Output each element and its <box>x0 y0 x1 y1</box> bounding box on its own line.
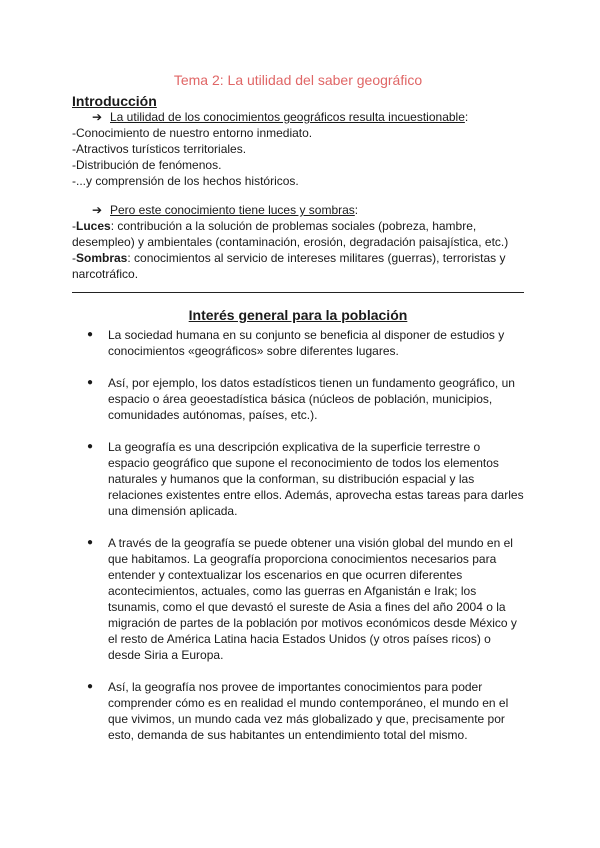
intro-arrow-text-2: Pero este conocimiento tiene luces y sombras <box>110 203 355 217</box>
luces-label: Luces <box>76 219 111 233</box>
bullet-text: La sociedad humana en su conjunto se beneficia al disponer de estudios y conocimientos «geográficos» sobre diferentes lugares. <box>108 328 505 358</box>
bullet-dot-icon: ● <box>87 329 94 340</box>
sombras-text: : conocimientos al servicio de intereses militares (guerras), terroristas y narcotráfico. <box>72 251 506 281</box>
sombras-label: Sombras <box>76 251 128 265</box>
intro-arrow-line-1 <box>72 110 524 125</box>
bullet-text: La geografía es una descripción explicativa de la superficie terrestre o espacio geográfico que supone el reconocimiento de todos los elementos naturales y humanos que la conforman, su distribución espacial y las relaciones existentes entre ellos. Además, aprovecha estas tareas para darles una dimensión aplicada. <box>108 440 524 518</box>
intro-arrow-suffix-1: : <box>464 110 469 124</box>
page-title: Tema 2: La utilidad del saber geográfico <box>173 72 423 88</box>
list-item <box>72 375 524 423</box>
bullet-dot-icon: ● <box>87 681 94 692</box>
intro-line: -Atractivos turísticos territoriales. <box>72 142 247 156</box>
intro-line: -Conocimiento de nuestro entorno inmediato. <box>72 126 313 140</box>
bullet-text: A través de la geografía se puede obtener una visión global del mundo en el que habitamos. La geografía proporciona conocimientos necesarios para entender y contextualizar los escenarios en que ocurren diferentes acontecimientos, actuales, como las guerras en Afganistán e Irak; los tsunamis, como el que devastó el sureste de Asia a fines del año 2004 o la migración de partes de la población por motivos económicos desde México y el resto de América Latina hacia Estados Unidos (y otros países ricos) o desde Siria a Europa. <box>108 536 517 662</box>
intro-arrow-line-2 <box>72 203 524 218</box>
luces-paragraph: -Luces: contribución a la solución de problemas sociales (pobreza, hambre, desempleo) y ambientales (contaminación, erosión, degradación paisajística, etc.) <box>72 219 509 249</box>
spacer <box>72 189 524 203</box>
list-item <box>72 679 524 743</box>
interest-heading: Interés general para la población <box>188 307 408 323</box>
bullet-dot-icon: ● <box>87 441 94 452</box>
horizontal-divider <box>72 292 524 293</box>
sombras-paragraph: -Sombras: conocimientos al servicio de intereses militares (guerras), terroristas y narcotráfico. <box>72 251 506 281</box>
intro-heading: Introducción <box>72 93 157 109</box>
luces-text: : contribución a la solución de problemas sociales (pobreza, hambre, desempleo) y ambientales (contaminación, erosión, degradación paisajística, etc.) <box>72 219 509 249</box>
intro-line: -Distribución de fenómenos. <box>72 158 222 172</box>
list-item <box>72 327 524 359</box>
list-item <box>72 535 524 663</box>
arrow-right-icon: ➔ <box>92 110 103 124</box>
list-item <box>72 439 524 519</box>
intro-arrow-text-1: La utilidad de los conocimientos geográficos resulta incuestionable <box>110 110 465 124</box>
intro-line: -...y comprensión de los hechos históricos. <box>72 174 299 188</box>
interest-bullet-list <box>72 327 524 743</box>
bullet-dot-icon: ● <box>87 537 94 548</box>
bullet-text: Así, la geografía nos provee de importantes conocimientos para poder comprender cómo es en realidad el mundo contemporáneo, el mundo en el que vivimos, un mundo cada vez más globalizado y que, precisamente por esto, demanda de sus habitantes un entendimiento total del mismo. <box>108 680 509 742</box>
document-page <box>72 72 524 759</box>
intro-arrow-suffix-2: : <box>354 203 359 217</box>
bullet-text: Así, por ejemplo, los datos estadísticos tienen un fundamento geográfico, un espacio o área geoestadística básica (núcleos de población, municipios, comunidades autónomas, países, etc.). <box>108 376 515 422</box>
arrow-right-icon: ➔ <box>92 203 103 217</box>
bullet-dot-icon: ● <box>87 377 94 388</box>
